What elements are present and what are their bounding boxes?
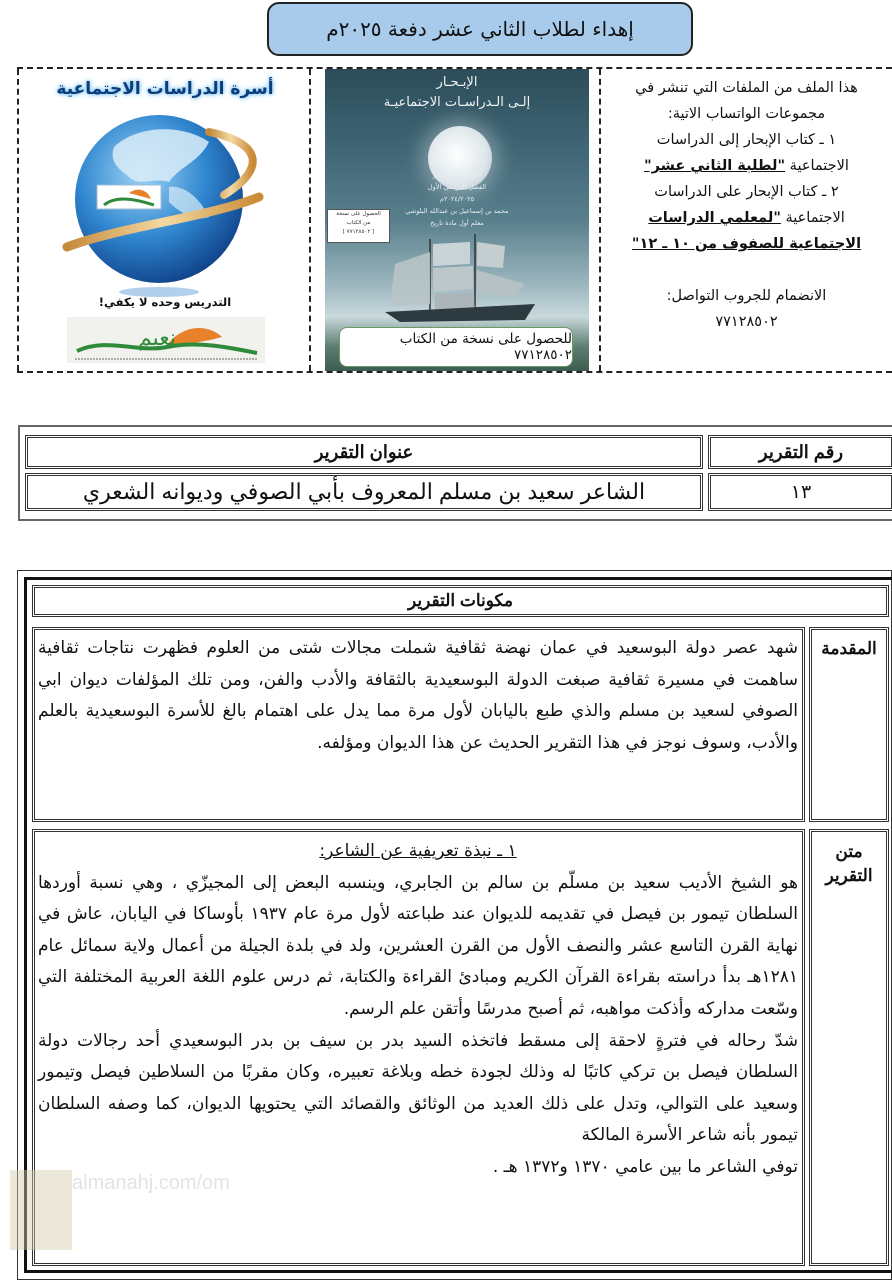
intro-text: شهد عصر دولة البوسعيد في عمان نهضة ثقافية شملت مجالات شتى من العلوم فظهرت نتاجات ثقافية ساهمت في مسيرة ثقافية صبغت الدولة البوسعيدية بالثقافة والأدب والفن، ومن تلك المؤلفات ديوان ابي الصوفي لسعيد بن مسلم والذي طبع باليابان لأول مرة مما يدل على اهتمام بالغ للأسرة البوسعيدية بالعلم والأدب، وسوف نوجز في هذا التقرير الحديث عن هذا الديوان ومؤلفه. (32, 627, 805, 822)
contact-number: ٧٧١٢٨٥٠٢ (715, 314, 778, 330)
cover-info-line: الفصل الدراسي الأول (427, 183, 487, 191)
cover-subtitle: إلـى الـدراسـات الاجتماعيـة (383, 95, 531, 110)
banner-text: إهداء لطلاب الثاني عشر دفعة ٢٠٢٥م (326, 17, 634, 41)
info-line (605, 153, 888, 179)
mini-box-line: [ ٧٧١٢٨٥٠٢ ] (342, 229, 375, 235)
join-group-label: الانضمام للجروب التواصل: (666, 288, 827, 304)
report-number-header: رقم التقرير (708, 435, 892, 469)
naeem-brand-text: نعيم (137, 326, 177, 351)
info-line: ٢ ـ كتاب الإبحار على الدراسات (654, 184, 839, 200)
get-copy-banner: للحصول على نسخة من الكتاب ٧٧١٢٨٥٠٢ (339, 327, 573, 367)
cover-info-line: ٢٠٢٤/٢٠٢٥م (439, 195, 475, 203)
report-info-table (18, 425, 892, 521)
whatsapp-info-panel (599, 69, 892, 371)
label-line: التقرير (825, 866, 873, 885)
slogan: التدريس وحده لا يكفي! (98, 295, 232, 309)
highlight-students: "لطلبة الثاني عشر" (644, 158, 786, 174)
mini-box-line: من الكتاب (346, 220, 371, 226)
mini-box-line: الحصول على نسخة (336, 211, 381, 217)
dedication-banner (267, 2, 693, 56)
cover-info-line: محمد بن إسماعيل بن عبدالله البلوشي (405, 207, 509, 215)
globe-icon (59, 107, 273, 297)
watermark-logo (10, 1170, 72, 1250)
paragraph: هو الشيخ الأديب سعيد بن مسلّم بن سالم بن الجابري، وينسبه البعض إلى المجيزّي ، وهي نسبة أوردها السلطان تيمور بن فيصل في تقديمه للديوان عند طباعته لأول مرة عام ١٩٣٧ بأوساكا في اليابان، عاش في نهاية القرن التاسع عشر والنصف الأول من القرن العشرين، ولد في بلدة الجيلة من أعمال ولاية سمائل عام ١٢٨١هـ بدأ دراسته بقراءة القرآن الكريم ومبادئ القراءة والكتابة، ثم درس علوم اللغة العربية المختلفة التي وسّعت مداركه وأذكت مواهبه، ثم أصبح مدرسًا وأتقن علم الرسم. (38, 872, 798, 1019)
logo-title: أسرة الدراسات الاجتماعية (56, 79, 274, 99)
highlight-teachers-cont: الاجتماعية للصفوف من ١٠ ـ ١٢" (631, 236, 862, 252)
paragraph: توفي الشاعر ما بين عامي ١٣٧٠ و١٣٧٢ هـ . (492, 1156, 798, 1177)
report-title-header: عنوان التقرير (25, 435, 703, 469)
info-line: مجموعات الواتساب الاتية: (667, 106, 826, 122)
naeem-logo-icon (67, 317, 265, 363)
logo-panel (17, 69, 311, 371)
promo-section (17, 67, 892, 373)
book-cover-panel (309, 69, 601, 371)
components-header: مكونات التقرير (32, 585, 889, 617)
info-text: الاجتماعية (789, 158, 849, 174)
book-cover-image (325, 69, 589, 371)
highlight-teachers: "لمعلمي الدراسات (648, 210, 781, 226)
poet-bio-subheading: ١ ـ نبذة تعريفية عن الشاعر: (319, 841, 517, 861)
info-line: ١ ـ كتاب الإبحار إلى الدراسات (656, 132, 837, 148)
components-frame (24, 577, 892, 1273)
naeem-logo (67, 317, 265, 363)
info-line: هذا الملف من الملفات التي تنشر في (635, 80, 858, 96)
main-body-label (809, 829, 889, 1266)
report-number-value: ١٣ (708, 473, 892, 511)
info-line (605, 205, 888, 231)
watermark-text: almanahj.com/om (72, 1172, 230, 1194)
info-text: الاجتماعية (785, 210, 845, 226)
paragraph: شدّ رحاله في فترةٍ لاحقة إلى مسقط فاتخذه السيد بدر بن سيف بن بدر البوسعيدي أحد رجالات دولة السلطان فيصل بن تركي كاتبًا له وذلك لجودة خطه وبلاغة تعبيره، وكان مقربًا من السلاطين فيصل وتيمور وسعيد على التوالي، وتدل على ذلك العديد من الوثائق والقصائد التي يحتويها الديوان، كما وصفه السلطان تيمور بأنه شاعر الأسرة المالكة (38, 1030, 798, 1146)
cover-title: الإبـحـار (436, 75, 478, 90)
cover-info-line: معلم أول مادة تاريخ (430, 219, 484, 227)
cover-info-line: الصف الثاني عشر (432, 171, 482, 179)
intro-label: المقدمة (809, 627, 889, 822)
ship-icon (375, 234, 545, 324)
label-line: متن (835, 842, 863, 861)
report-title-value: الشاعر سعيد بن مسلم المعروف بأبي الصوفي وديوانه الشعري (25, 473, 703, 511)
